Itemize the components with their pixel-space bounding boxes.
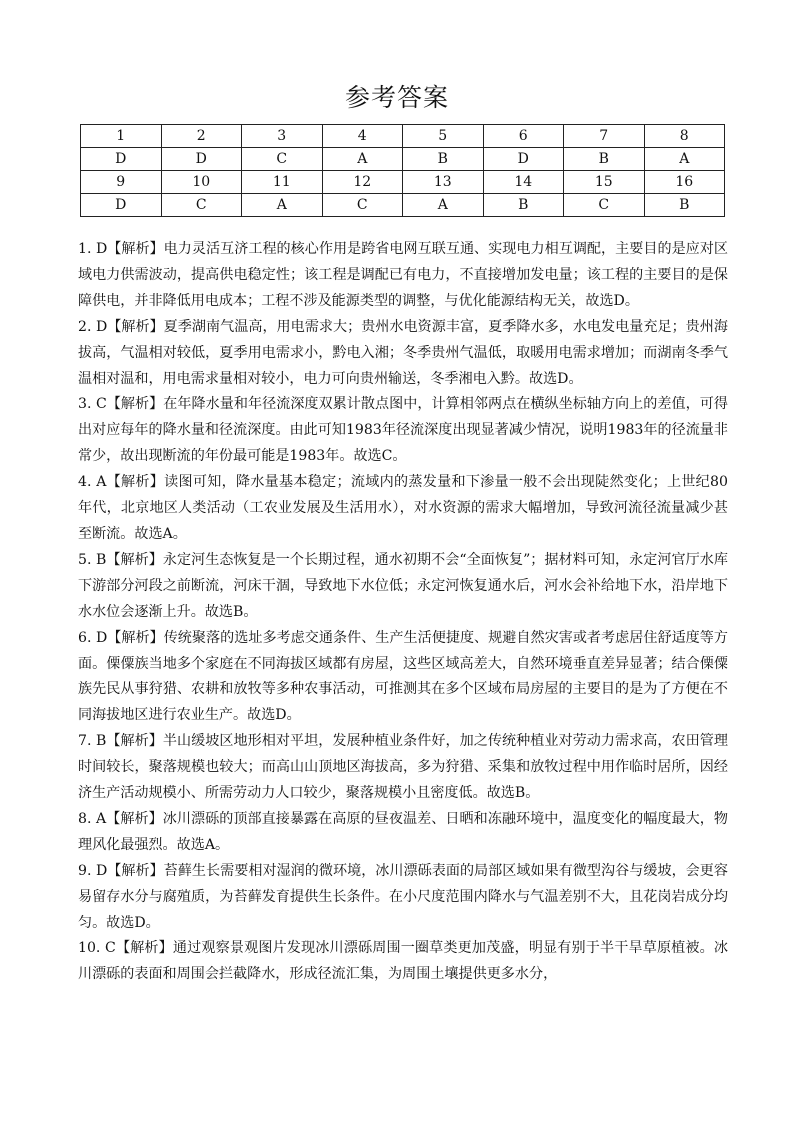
answer-cell: D — [81, 148, 162, 171]
question-number-cell: 10 — [161, 171, 242, 194]
answer-cell: C — [564, 194, 645, 217]
question-number-cell: 6 — [483, 125, 564, 148]
question-number-cell: 16 — [644, 171, 725, 194]
question-number-cell: 1 — [81, 125, 162, 148]
answer-cell: A — [242, 194, 323, 217]
explanation-item: 4. A【解析】读图可知，降水量基本稳定；流域内的蒸发量和下渗量一般不会出现陡然变化；上世纪80年代，北京地区人类活动（工农业发展及生活用水），对水资源的需求大幅增加，导致河流径流量减少甚至断流。故选A。 — [78, 474, 728, 542]
answer-table — [80, 124, 725, 217]
question-number-cell: 4 — [322, 125, 403, 148]
explanation-item: 3. C【解析】在年降水量和年径流深度双累计散点图中，计算相邻两点在横纵坐标轴方向上的差值，可得出对应每年的降水量和径流深度。由此可知1983年径流深度出现显著减少情况，说明1983年的径流量非常少，故出现断流的年份最可能是1983年。故选C。 — [78, 396, 728, 465]
explanation-item: 7. B【解析】半山缓坡区地形相对平坦，发展种植业条件好，加之传统种植业对劳动力需求高，农田管理时间较长，聚落规模也较大；而高山山顶地区海拔高，多为狩猎、采集和放牧过程中用作临时居所，因经济生产活动规模小、所需劳动力人口较少，聚落规模小且密度低。故选B。 — [78, 733, 728, 802]
explanation-item: 8. A【解析】冰川漂砾的顶部直接暴露在高原的昼夜温差、日晒和冻融环境中，温度变化的幅度最大，物理风化最强烈。故选A。 — [78, 810, 728, 853]
page-title: 参考答案 — [344, 83, 449, 112]
question-number-cell: 13 — [403, 171, 484, 194]
question-number-cell: 15 — [564, 171, 645, 194]
question-number-cell: 7 — [564, 125, 645, 148]
answer-cell: B — [483, 194, 564, 217]
question-number-cell: 14 — [483, 171, 564, 194]
explanation-item: 1. D【解析】电力灵活互济工程的核心作用是跨省电网互联互通、实现电力相互调配，主要目的是应对区域电力供需波动，提高供电稳定性；该工程是调配已有电力，不直接增加发电量；该工程的主要目的是保障供电，并非降低用电成本；工程不涉及能源类型的调整，与优化能源结构无关，故选D。 — [78, 241, 728, 309]
explanation-item: 6. D【解析】传统聚落的选址多考虑交通条件、生产生活便捷度、规避自然灾害或者考虑居住舒适度等方面。傈僳族当地多个家庭在不同海拔区域都有房屋，这些区域高差大，自然环境垂直差异显著；结合傈僳族先民从事狩猎、农耕和放牧等多种农事活动，可推测其在多个区域布局房屋的主要目的是为了方便在不同海拔地区进行农业生产。故选D。 — [78, 629, 728, 724]
answer-cell: C — [242, 148, 323, 171]
answer-row — [81, 148, 725, 171]
answer-cell: B — [403, 148, 484, 171]
answer-cell: B — [564, 148, 645, 171]
answer-cell: D — [161, 148, 242, 171]
question-number-row — [81, 125, 725, 148]
question-number-cell: 11 — [242, 171, 323, 194]
answer-cell: A — [322, 148, 403, 171]
explanation-item: 5. B【解析】永定河生态恢复是一个长期过程，通水初期不会“全面恢复”；据材料可知，永定河官厅水库下游部分河段之前断流，河床干涸，导致地下水位低；永定河恢复通水后，河水会补给地下水，沿岸地下水水位会逐渐上升。故选B。 — [78, 551, 728, 620]
answer-row — [81, 194, 725, 217]
explanation-item: 2. D【解析】夏季湖南气温高，用电需求大；贵州水电资源丰富，夏季降水多，水电发电量充足；贵州海拔高，气温相对较低，夏季用电需求小，黔电入湘；冬季贵州气温低，取暖用电需求增加；而湖南冬季气温相对温和，用电需求量相对较小，电力可向贵州输送，冬季湘电入黔。故选D。 — [78, 318, 728, 387]
question-number-cell: 9 — [81, 171, 162, 194]
explanation-item: 10. C【解析】通过观察景观图片发现冰川漂砾周围一圈草类更加茂盛，明显有别于半干旱草原植被。冰川漂砾的表面和周围会拦截降水，形成径流汇集，为周围土壤提供更多水分， — [78, 940, 728, 983]
question-number-cell: 3 — [242, 125, 323, 148]
question-number-row — [81, 171, 725, 194]
question-number-cell: 2 — [161, 125, 242, 148]
explanations-section — [78, 237, 728, 988]
answer-cell: A — [644, 148, 725, 171]
answer-table-body — [81, 125, 725, 217]
answer-cell: D — [483, 148, 564, 171]
question-number-cell: 5 — [403, 125, 484, 148]
answer-cell: C — [161, 194, 242, 217]
question-number-cell: 8 — [644, 125, 725, 148]
answer-cell: C — [322, 194, 403, 217]
question-number-cell: 12 — [322, 171, 403, 194]
answer-cell: D — [81, 194, 162, 217]
answer-cell: B — [644, 194, 725, 217]
explanation-item: 9. D【解析】苔藓生长需要相对湿润的微环境，冰川漂砾表面的局部区域如果有微型沟谷与缓坡，会更容易留存水分与腐殖质，为苔藓发育提供生长条件。在小尺度范围内降水与气温差别不大，且花岗岩成分均匀。故选D。 — [78, 862, 728, 931]
answer-cell: A — [403, 194, 484, 217]
